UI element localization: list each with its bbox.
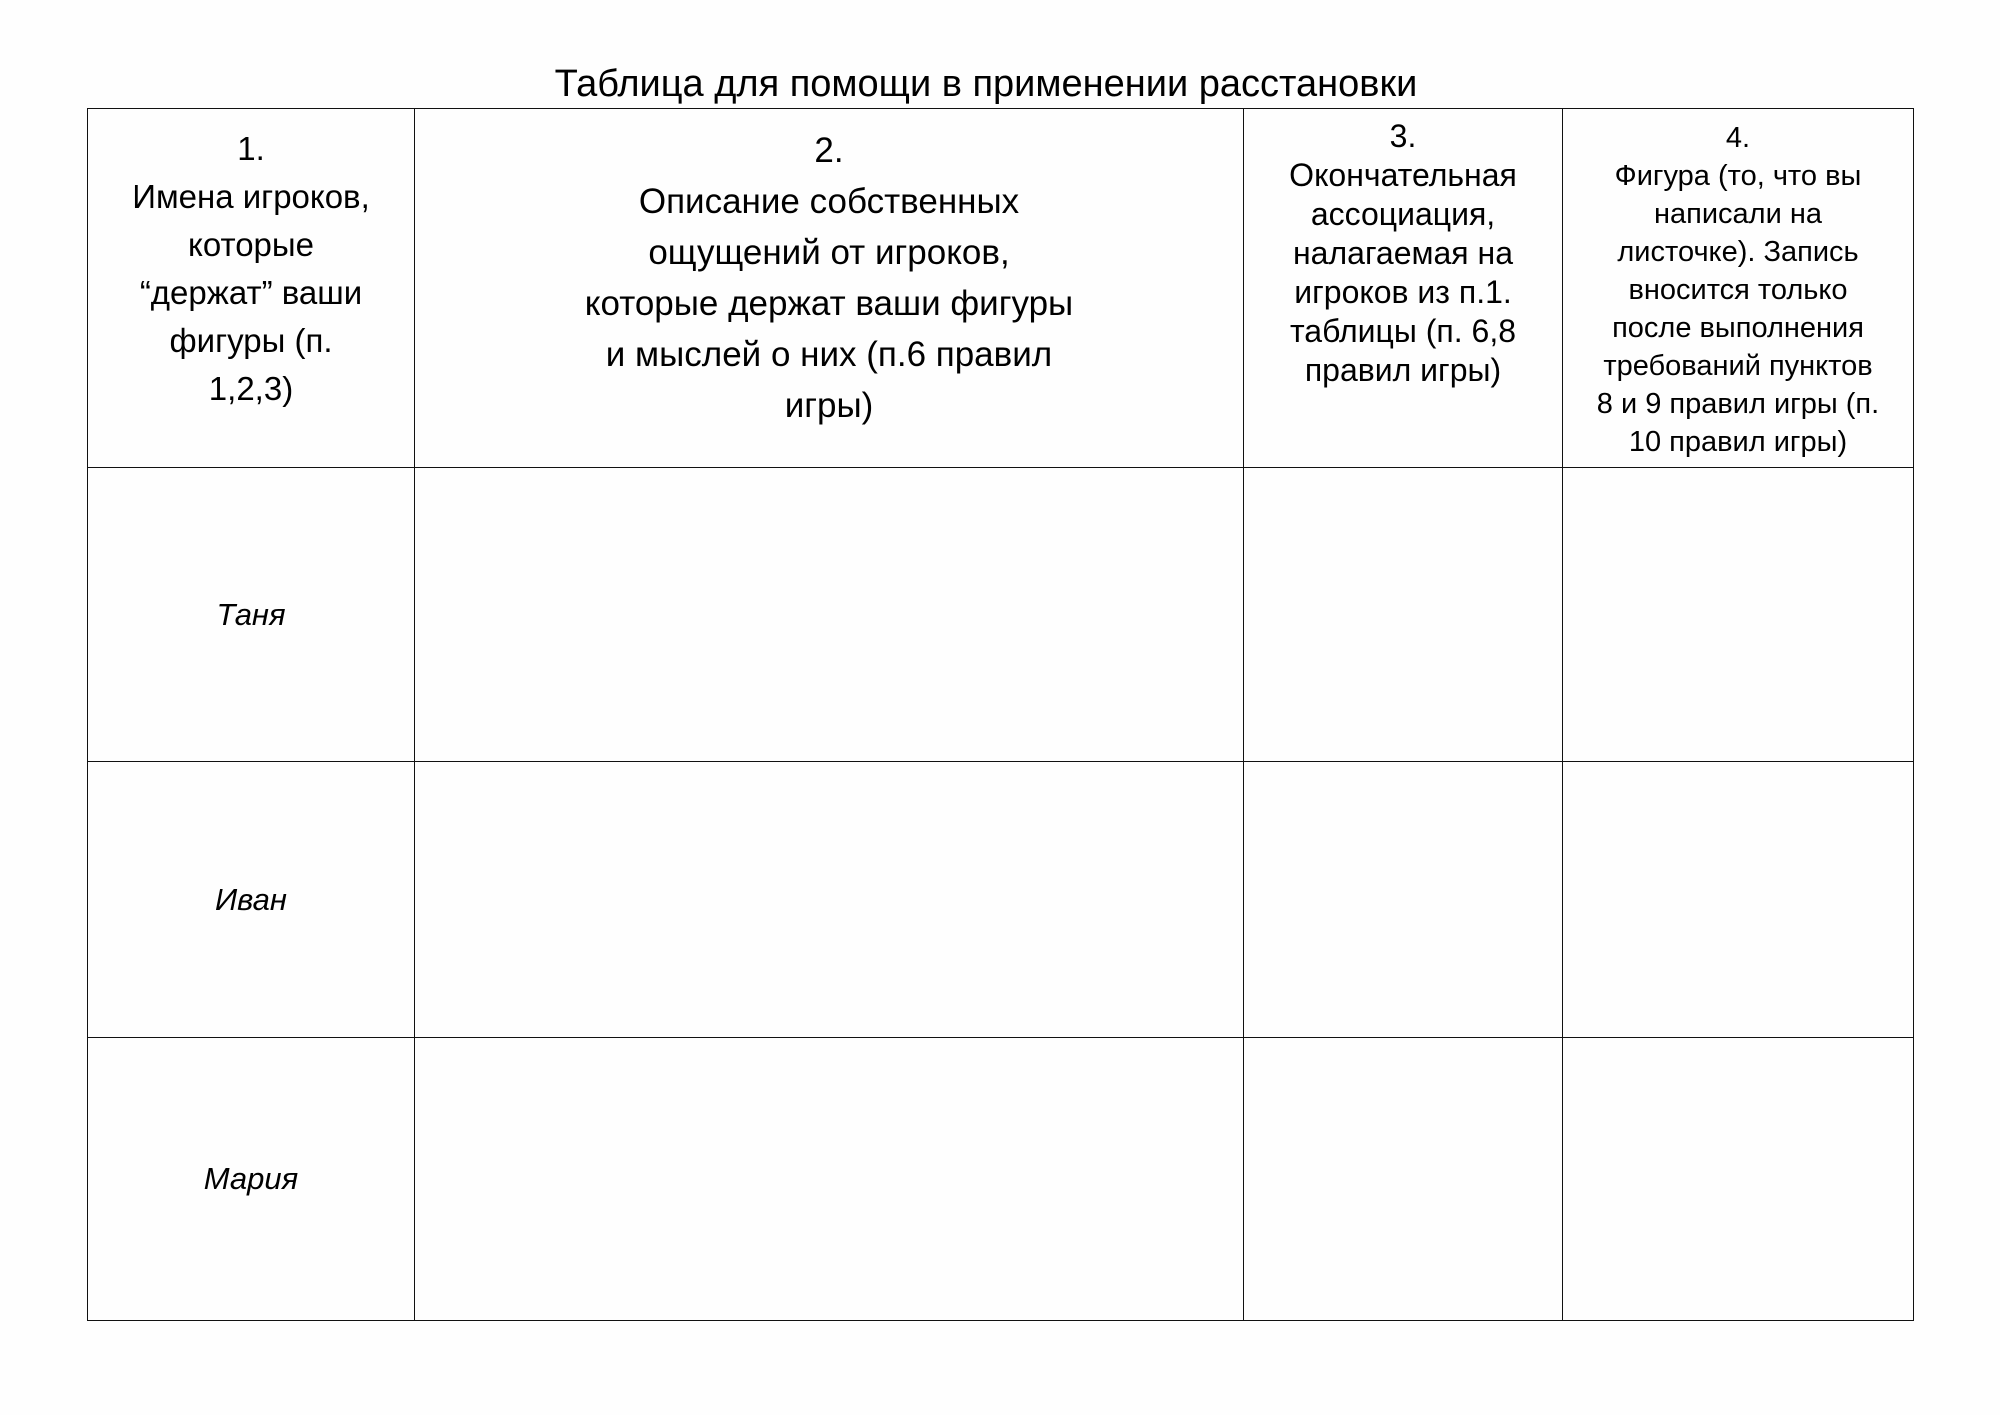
header-text-line: 8 и 9 правил игры (п. [1596, 388, 1880, 420]
header-text-line: которые держат ваши фигуры [584, 284, 1074, 323]
description-cell[interactable] [415, 468, 1244, 762]
header-text-line: Описание собственных [638, 182, 1020, 221]
description-cell[interactable] [415, 762, 1244, 1038]
header-text-line: ощущений от игроков, [648, 233, 1010, 272]
header-text-line: правил игры) [1304, 352, 1502, 388]
header-text-line: требований пунктов [1603, 350, 1873, 382]
figure-cell[interactable] [1563, 762, 1914, 1038]
header-text-line: игры) [784, 386, 874, 425]
header-number: 3. [1389, 118, 1417, 154]
header-text-line: фигуры (п. [169, 322, 333, 359]
header-text-line: “держат” ваши [139, 274, 363, 311]
header-text-line: ассоциация, [1310, 196, 1496, 232]
header-number: 1. [237, 130, 265, 167]
header-text-line: 1,2,3) [208, 370, 294, 407]
header-number: 2. [814, 131, 844, 170]
header-text-line: после выполнения [1612, 312, 1864, 344]
header-text-line: Имена игроков, [132, 178, 370, 215]
header-text-line: вносится только [1628, 274, 1848, 306]
figure-cell[interactable] [1563, 1038, 1914, 1321]
association-cell[interactable] [1244, 762, 1563, 1038]
table-row [88, 762, 1914, 1038]
header-number: 4. [1725, 122, 1751, 154]
header-text-line: написали на [1654, 198, 1822, 230]
figure-cell[interactable] [1563, 468, 1914, 762]
player-name-cell: Мария [88, 1038, 415, 1321]
player-name-cell: Таня [88, 468, 415, 762]
header-text-line: Окончательная [1289, 157, 1517, 193]
table-row [88, 1038, 1914, 1321]
header-text-line: 10 правил игры) [1628, 426, 1848, 458]
header-text-line: игроков из п.1. [1294, 274, 1512, 310]
header-text-line: налагаемая на [1293, 235, 1513, 271]
header-player-names [88, 109, 415, 468]
header-row [88, 109, 1914, 468]
header-figure [1563, 109, 1914, 468]
table-row [88, 468, 1914, 762]
placement-table [87, 108, 1914, 1321]
header-text-line: таблицы (п. 6,8 [1290, 313, 1516, 349]
header-text-line: и мыслей о них (п.6 правил [605, 335, 1053, 374]
header-text-line: листочке). Запись [1617, 236, 1859, 268]
description-cell[interactable] [415, 1038, 1244, 1321]
header-description [415, 109, 1244, 468]
document-title: Таблица для помощи в применении расстановки [554, 63, 1418, 105]
association-cell[interactable] [1244, 468, 1563, 762]
header-text-line: Фигура (то, что вы [1614, 160, 1862, 192]
association-cell[interactable] [1244, 1038, 1563, 1321]
header-association [1244, 109, 1563, 468]
player-name-cell: Иван [88, 762, 415, 1038]
header-text-line: которые [188, 226, 314, 263]
